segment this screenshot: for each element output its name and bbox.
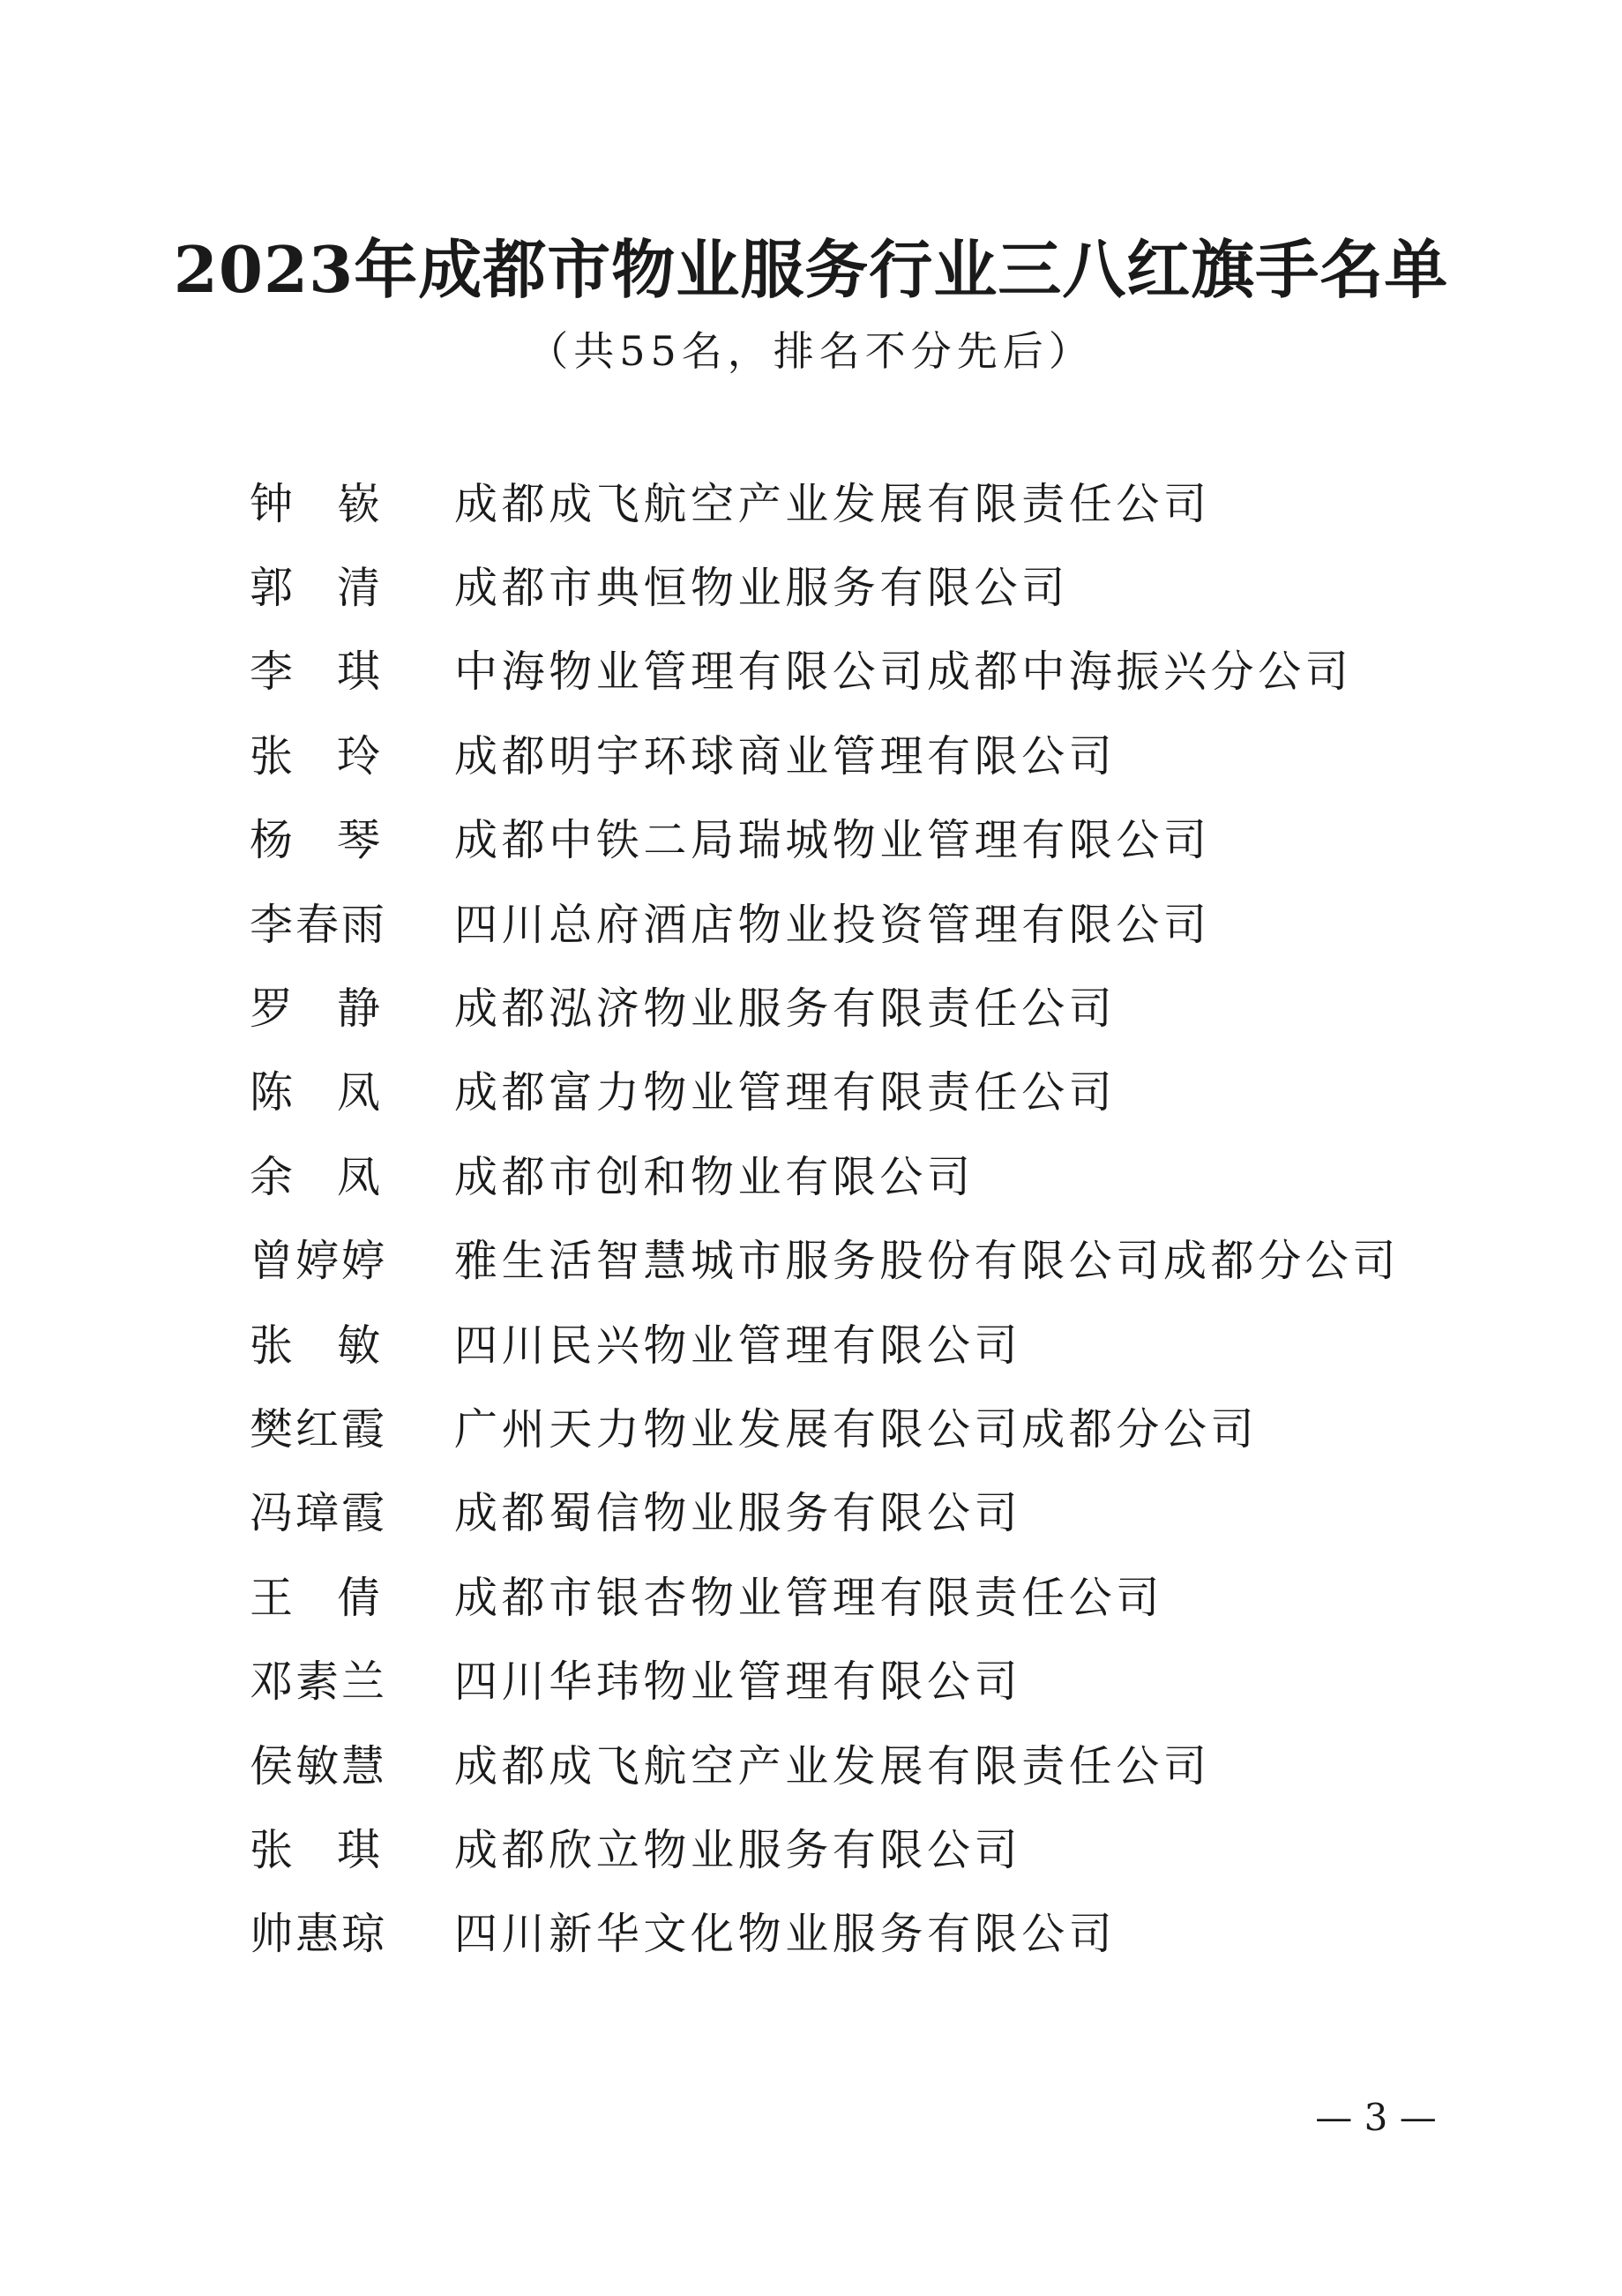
list-item [250, 1721, 1484, 1805]
honoree-list [250, 459, 1484, 1973]
honoree-name: 张 玲 [250, 730, 380, 782]
document-title: 2023年成都市物业服务行业三八红旗手名单 [173, 232, 1449, 308]
honoree-name: 邓素兰 [250, 1657, 388, 1708]
honoree-organization: 成都蜀信物业服务有限公司 [454, 1488, 1022, 1539]
list-item [250, 1132, 1484, 1215]
honoree-organization: 四川新华文化物业服务有限公司 [454, 1909, 1117, 1960]
honoree-organization: 中海物业管理有限公司成都中海振兴分公司 [454, 647, 1353, 698]
list-item [250, 627, 1484, 711]
honoree-organization: 成都市创和物业有限公司 [454, 1151, 975, 1202]
document-subtitle: （共55名，排名不分先后） [527, 327, 1095, 375]
list-item [250, 711, 1484, 795]
honoree-organization: 四川华玮物业管理有限公司 [454, 1657, 1022, 1708]
list-item [250, 1805, 1484, 1888]
honoree-name: 余 凤 [250, 1151, 380, 1202]
honoree-organization: 成都市典恒物业服务有限公司 [454, 563, 1069, 614]
honoree-organization: 成都市银杏物业管理有限责任公司 [454, 1572, 1164, 1623]
honoree-name: 钟 嵚 [250, 478, 380, 529]
honoree-name: 李 琪 [250, 647, 380, 698]
list-item [250, 1469, 1484, 1552]
honoree-name: 李春雨 [250, 899, 388, 950]
honoree-organization: 四川总府酒店物业投资管理有限公司 [454, 899, 1211, 950]
honoree-name: 樊红霞 [250, 1403, 388, 1455]
list-item [250, 1048, 1484, 1132]
honoree-name: 曾婷婷 [250, 1236, 388, 1287]
honoree-name: 郭 清 [250, 563, 380, 614]
honoree-name: 王 倩 [250, 1572, 380, 1623]
honoree-name: 杨 琴 [250, 815, 380, 866]
list-item [250, 1300, 1484, 1384]
honoree-organization: 成都成飞航空产业发展有限责任公司 [454, 478, 1211, 529]
honoree-organization: 雅生活智慧城市服务股份有限公司成都分公司 [454, 1236, 1401, 1287]
honoree-organization: 成都明宇环球商业管理有限公司 [454, 730, 1117, 782]
honoree-name: 张 敏 [250, 1320, 380, 1371]
list-item [250, 1216, 1484, 1300]
list-item [250, 796, 1484, 879]
list-item [250, 963, 1484, 1047]
honoree-name: 罗 静 [250, 983, 380, 1035]
honoree-organization: 成都泓济物业服务有限责任公司 [454, 983, 1117, 1035]
list-item [250, 459, 1484, 542]
honoree-organization: 四川民兴物业管理有限公司 [454, 1320, 1022, 1371]
honoree-name: 张 琪 [250, 1824, 380, 1875]
honoree-organization: 广州天力物业发展有限公司成都分公司 [454, 1403, 1259, 1455]
list-item [250, 879, 1484, 963]
page-number: — 3 — [1315, 2096, 1437, 2139]
list-item [250, 1384, 1484, 1468]
honoree-name: 冯璋霞 [250, 1488, 388, 1539]
list-item [250, 1889, 1484, 1973]
honoree-organization: 成都富力物业管理有限责任公司 [454, 1067, 1117, 1118]
honoree-name: 侯敏慧 [250, 1740, 388, 1791]
list-item [250, 542, 1484, 626]
honoree-organization: 成都中铁二局瑞城物业管理有限公司 [454, 815, 1211, 866]
honoree-name: 陈 凤 [250, 1067, 380, 1118]
list-item [250, 1552, 1484, 1636]
honoree-organization: 成都欣立物业服务有限公司 [454, 1824, 1022, 1875]
honoree-name: 帅惠琼 [250, 1909, 388, 1960]
honoree-organization: 成都成飞航空产业发展有限责任公司 [454, 1740, 1211, 1791]
list-item [250, 1636, 1484, 1720]
